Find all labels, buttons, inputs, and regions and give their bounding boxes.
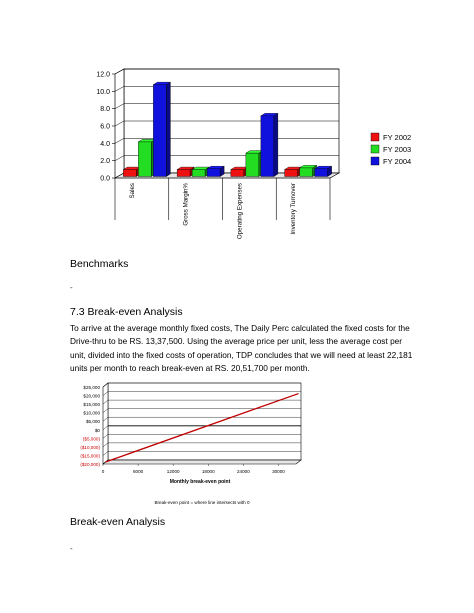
separator-dash: - [70,544,73,553]
bar-chart-category-label: Gross Margin% [182,183,190,226]
bar-chart-y-tick-label: 2.0 [100,158,110,166]
line-chart-x-tick-label: 0 [101,469,105,474]
line-chart-x-axis-label: Monthly break-even point [169,479,231,485]
line-chart-y-tick-label: $25,000 [83,385,100,390]
bar-chart-y-tick-label: 6.0 [100,123,110,131]
bar-chart-y-tick-label: 0.0 [100,175,110,183]
line-chart-y-tick-labels [80,385,100,467]
line-chart-x-tick-label: 30000 [272,469,285,474]
bar-chart-y-tick-label: 8.0 [100,106,110,114]
legend-label: FY 2002 [383,133,412,142]
line-chart-x-tick-label: 6000 [132,469,144,474]
line-chart-x-tick-labels [102,469,286,474]
legend-label: FY 2003 [383,145,412,154]
bar-chart-category-label: Inventory Turnover [290,183,298,235]
section-heading: 7.3 Break-even Analysis [70,306,183,318]
line-chart-x-tick-label: 18000 [201,469,215,474]
bar-chart-y-tick-label: 10.0 [96,88,110,96]
breakeven-paragraph: To arrive at the average monthly fixed costs, The Daily Perc calculated the fixed costs for the Drive-thru to be RS. 13,37,500. Using the average price per unit, less the average cost per unit, divided into the fixed costs of operation, TDP concludes that we will need at least 22,181 units per month to reach break-even at RS. 20,51,700 per month. [70,323,413,373]
line-chart-back-wall [108,383,301,460]
line-chart-y-tick-label: $20,000 [83,393,100,399]
line-chart-y-tick-label: ($15,000) [80,453,100,459]
breakeven-caption: Break-even Analysis [70,516,166,528]
bar-chart-category-label: Sales [128,183,136,199]
line-chart-y-tick-label: $10,000 [83,410,100,416]
line-chart-y-tick-label: $5,000 [85,419,100,425]
bar-chart-y-tick-label: 12.0 [96,71,110,79]
line-chart-x-tick-label: 12000 [166,469,180,474]
line-chart-x-tick-label: 24000 [236,469,250,474]
separator-dash: - [70,283,73,292]
bar-chart-y-tick-label: 4.0 [100,140,110,148]
line-chart-y-tick-label: ($10,000) [80,444,100,450]
benchmarks-caption: Benchmarks [70,258,129,270]
line-chart-caption: Break-even point = where line intersects with 0 [154,500,250,505]
line-chart-y-tick-label: ($5,000) [82,436,100,442]
line-chart-y-tick-label: ($20,000) [80,462,100,467]
line-chart-grid [103,383,301,466]
line-chart-y-tick-label: $0 [94,427,100,433]
legend-label: FY 2004 [383,157,412,166]
bar-chart-category-label: Operating Expenses [236,183,244,240]
line-chart-y-tick-label: $15,000 [83,402,100,408]
line-chart-floor [103,460,301,464]
